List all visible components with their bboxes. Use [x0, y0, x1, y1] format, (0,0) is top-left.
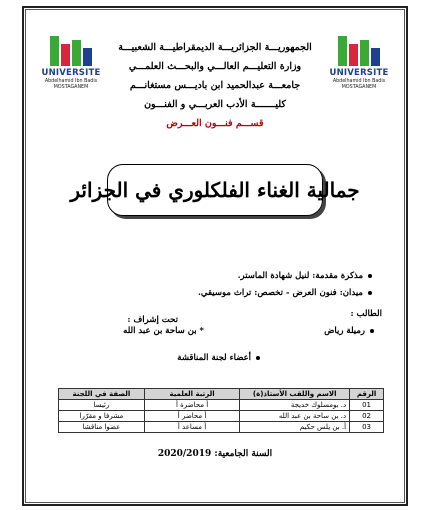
student-label: الطالب : [350, 309, 382, 319]
header-faculty: كليـــــــة الأدب العربـــي و الفنـــون [144, 99, 286, 110]
logo-word: UNIVERSITE [41, 68, 101, 78]
field-line: ميدان: فنون العرض - تخصص: تراث موسيقي. [198, 288, 372, 298]
bullet-icon [370, 329, 374, 333]
supervision-label: تحت إشراف : [127, 315, 178, 325]
memo-line: مذكرة مقدمة: لنيل شهادة الماستر. [238, 271, 372, 281]
university-logo-right [326, 36, 392, 104]
committee-table [58, 388, 384, 433]
committee-label: أعضاء لجنة المناقشة [177, 353, 260, 363]
institution-header [110, 38, 320, 133]
header-department: قســـم فنـــون العـــرض [166, 118, 264, 129]
bullet-icon [256, 356, 260, 360]
thesis-title-box [70, 164, 360, 216]
thesis-title: جمالية الغناء الفلكلوري في الجزائر [70, 178, 360, 202]
academic-year: السنة الجامعية: 2020/2019 [157, 449, 273, 459]
committee-table-header: الرقم الاسم واللقب الأستاذ(ة) الرتبة العلمية الصفة في اللجنة [59, 389, 384, 400]
logo-subtitle: Abdelhamid Ibn Badis MOSTAGANEM [44, 79, 98, 90]
bullet-icon [368, 274, 372, 278]
supervisor-name: * بن ساحة بن عبد الله [123, 326, 204, 336]
university-logo-left [38, 36, 104, 104]
header-ministry: وزارة التعليـــم العالـــي والبحـــث العلمـــي [128, 61, 302, 72]
table-row: 02 د. بن ساحة بن عبد الله أ محاضر أ مشرفا و مقرّرا [59, 411, 384, 422]
logo-mark-icon [50, 36, 92, 66]
header-republic: الجمهوريـــة الجزائريـــة الديمقراطيـــة الشعبيـــة [118, 42, 312, 53]
bullet-icon [368, 291, 372, 295]
table-row: 03 أ. بن يلس حكيم أ مساعد أ عضوا مناقشا [59, 422, 384, 433]
table-row: 01 د. بومسلوك خديجة أ محاضرة أ رئيسا [59, 400, 384, 411]
logo-mark-icon [338, 36, 380, 66]
logo-subtitle: Abdelhamid Ibn Badis MOSTAGANEM [332, 79, 386, 90]
logo-word: UNIVERSITE [329, 68, 389, 78]
student-name: رميلة رياض [324, 326, 374, 336]
header-university: جامعـــة عبدالحميد ابن باديـــس مستغانـــم [129, 80, 301, 91]
